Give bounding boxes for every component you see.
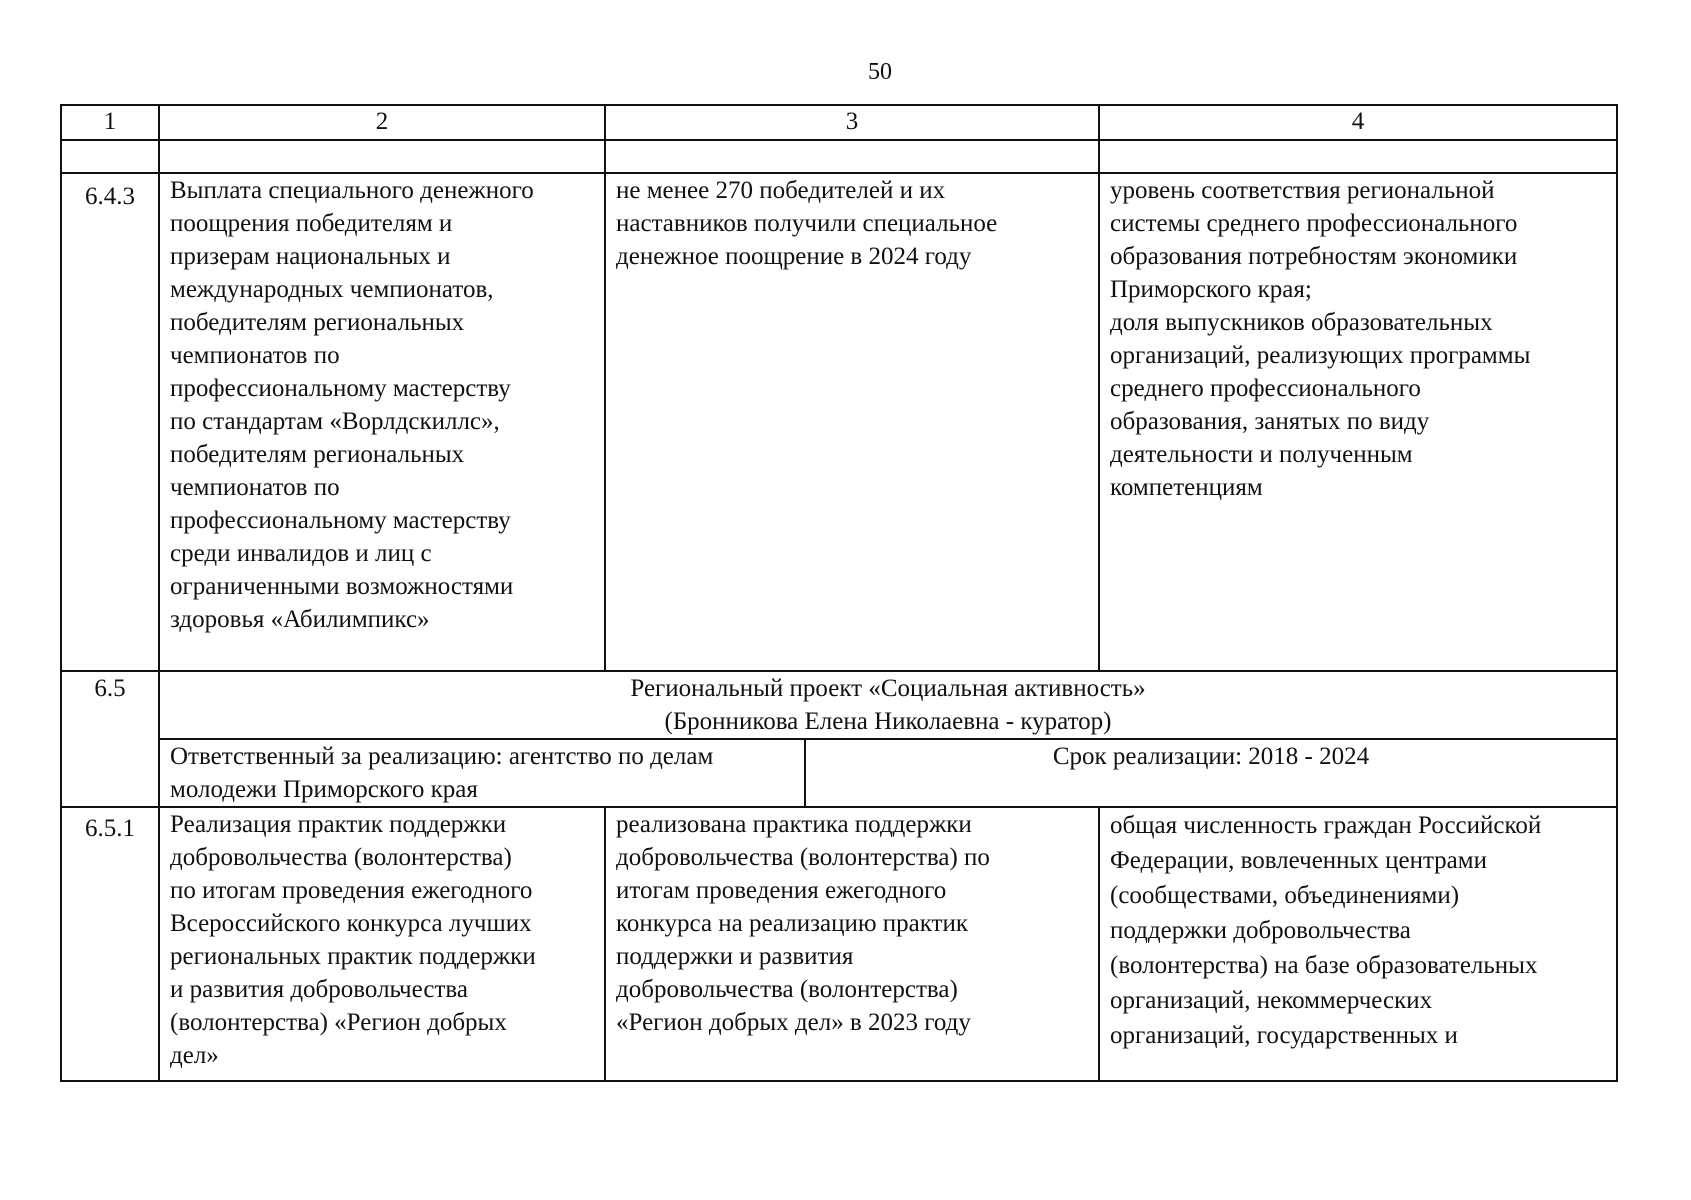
text-line: денежное поощрение в 2024 году xyxy=(616,243,972,270)
text-line: победителям региональных xyxy=(170,309,465,336)
column-header-row xyxy=(61,105,1617,140)
column-header-4: 4 xyxy=(1099,105,1617,140)
text-line: региональных практик поддержки xyxy=(170,943,536,970)
responsible-cell xyxy=(159,739,805,807)
text-line: по стандартам «Ворлдскиллс», xyxy=(170,408,500,435)
text-line: по итогам проведения ежегодного xyxy=(170,877,533,904)
term-cell: Срок реализации: 2018 - 2024 xyxy=(805,739,1617,807)
result-cell xyxy=(605,173,1099,671)
text-line: итогам проведения ежегодного xyxy=(616,877,947,904)
text-line: образования потребностям экономики xyxy=(1110,243,1518,270)
table-row-6-5-1 xyxy=(61,807,1617,1081)
result-cell xyxy=(605,807,1099,1081)
text-line: наставников получили специальное xyxy=(616,210,998,237)
text-line: реализована практика поддержки xyxy=(616,811,972,838)
text-line: победителям региональных xyxy=(170,441,465,468)
empty-cell xyxy=(61,140,159,173)
text-line: поддержки добровольчества xyxy=(1110,917,1411,944)
text-line: общая численность граждан Российской xyxy=(1110,812,1542,839)
text-line: здоровья «Абилимпикс» xyxy=(170,606,430,633)
row-number: 6.5 xyxy=(61,671,159,807)
page-number: 50 xyxy=(868,59,892,85)
project-title: Региональный проект «Социальная активность» xyxy=(630,675,1146,702)
text-line: ограниченными возможностями xyxy=(170,573,514,600)
text-line: Ответственный за реализацию: агентство по делам xyxy=(170,743,714,770)
text-line: образования, занятых по виду xyxy=(1110,408,1430,435)
text-line: не менее 270 победителей и их xyxy=(616,177,946,204)
text-line: чемпионатов по xyxy=(170,474,340,501)
indicator-cell xyxy=(1099,173,1617,671)
row-number: 6.4.3 xyxy=(61,173,159,671)
empty-cell xyxy=(1099,140,1617,173)
empty-row xyxy=(61,140,1617,173)
text-line: компетенциям xyxy=(1110,474,1263,501)
text-line: Выплата специального денежного xyxy=(170,177,534,204)
empty-cell xyxy=(605,140,1099,173)
project-curator: (Бронникова Елена Николаевна - куратор) xyxy=(664,708,1112,735)
text-line: организаций, реализующих программы xyxy=(1110,342,1531,369)
text-line: доля выпускников образовательных xyxy=(1110,309,1493,336)
column-header-1: 1 xyxy=(61,105,159,140)
text-line: среднего профессионального xyxy=(1110,375,1421,402)
text-line: уровень соответствия региональной xyxy=(1110,177,1495,204)
text-line: чемпионатов по xyxy=(170,342,340,369)
text-line: (сообществами, объединениями) xyxy=(1110,882,1460,909)
column-header-3: 3 xyxy=(605,105,1099,140)
table-row-6-5 xyxy=(61,671,1617,739)
text-line: Реализация практик поддержки xyxy=(170,811,507,838)
text-line: добровольчества (волонтерства) xyxy=(616,976,958,1003)
text-line: поддержки и развития xyxy=(616,943,854,970)
measure-name-cell xyxy=(159,173,605,671)
table-row-6-4-3 xyxy=(61,173,1617,671)
text-line: добровольчества (волонтерства) по xyxy=(616,844,990,871)
text-line: дел» xyxy=(170,1042,219,1069)
text-line: Всероссийского конкурса лучших xyxy=(170,910,532,937)
text-line: организаций, государственных и xyxy=(1110,1022,1458,1049)
column-header-2: 2 xyxy=(159,105,605,140)
text-line: организаций, некоммерческих xyxy=(1110,987,1433,1014)
text-line: системы среднего профессионального xyxy=(1110,210,1518,237)
empty-cell xyxy=(159,140,605,173)
text-line: (волонтерства) «Регион добрых xyxy=(170,1009,507,1036)
text-line: Приморского края; xyxy=(1110,276,1312,303)
measure-name-cell xyxy=(159,807,605,1081)
project-title-cell xyxy=(159,671,1617,739)
text-line: Федерации, вовлеченных центрами xyxy=(1110,847,1487,874)
text-line: международных чемпионатов, xyxy=(170,276,494,303)
measures-table xyxy=(60,104,1618,1082)
text-line: «Регион добрых дел» в 2023 году xyxy=(616,1009,971,1036)
text-line: конкурса на реализацию практик xyxy=(616,910,968,937)
text-line: профессиональному мастерству xyxy=(170,375,511,402)
text-line: среди инвалидов и лиц с xyxy=(170,540,432,567)
text-line: призерам национальных и xyxy=(170,243,451,270)
table-row-responsible xyxy=(61,739,1617,807)
text-line: добровольчества (волонтерства) xyxy=(170,844,512,871)
text-line: профессиональному мастерству xyxy=(170,507,511,534)
text-line: и развития добровольчества xyxy=(170,976,468,1003)
text-line: поощрения победителям и xyxy=(170,210,453,237)
text-line: (волонтерства) на базе образовательных xyxy=(1110,952,1538,979)
text-line: деятельности и полученным xyxy=(1110,441,1413,468)
indicator-cell xyxy=(1099,807,1617,1081)
row-number: 6.5.1 xyxy=(61,807,159,1081)
text-line: молодежи Приморского края xyxy=(170,776,478,803)
